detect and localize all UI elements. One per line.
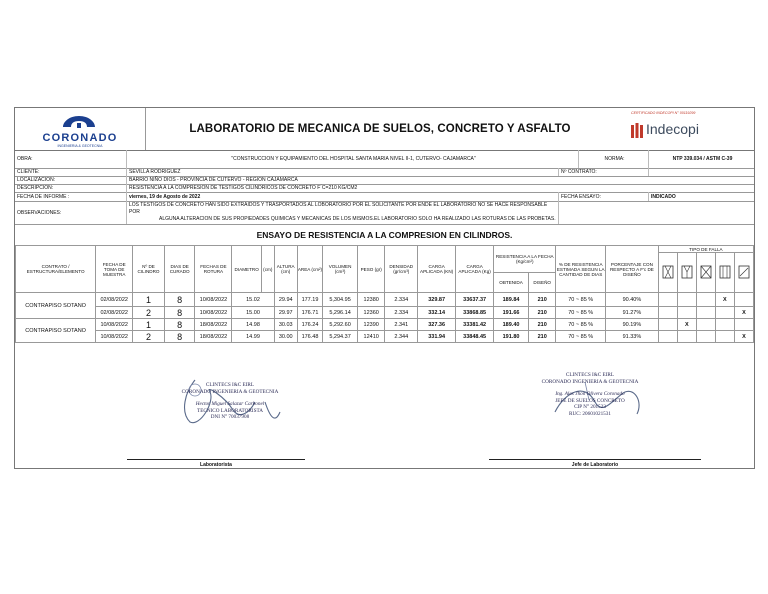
cell-carga-kn: 331.94 (418, 331, 456, 343)
localizacion-label: LOCALIZACION: (15, 176, 127, 184)
left-signature-label: Laboratorista (200, 462, 232, 468)
left-signature-line (127, 459, 305, 460)
col-pct-respecto: PORCENTAJE CON RESPECTO A F'c DE DISEÑO (606, 246, 659, 293)
left-stamp-line-1: CLINTECS I&C EIRL (205, 382, 255, 388)
cell-altura: 29.94 (274, 293, 297, 307)
cell-fecha-rotura: 18/08/2022 (195, 319, 232, 331)
left-stamp-line-2: CORONADO INGENIERIA & GEOTECNIA (181, 388, 279, 395)
cell-carga-kg: 33868.85 (456, 307, 494, 319)
cell-carga-kn: 332.14 (418, 307, 456, 319)
cell-falla-empty (715, 319, 734, 331)
norma-label: NORMA: (579, 150, 649, 168)
indecopi-name: Indecopi (646, 121, 699, 137)
right-stamp-line-2: CORONADO INGENIERIA & GEOTECNIA (541, 378, 639, 385)
cell-volumen: 5,304.95 (323, 293, 358, 307)
right-signature-label: Jefe de Laboratorio (571, 462, 619, 468)
cell-obtenida: 189.84 (494, 293, 529, 307)
left-signature (145, 368, 315, 438)
col-n-cilindro: Nº DE CILINDRO (133, 246, 165, 293)
col-altura: ALTURA (cm) (274, 246, 297, 293)
left-stamp-line-5: DNI N° 70037908 (210, 414, 250, 420)
table-header-row-1 (16, 246, 754, 253)
col-resistencia: RESISTENCIA A LA FECHA (Kg/cm²) (494, 246, 556, 273)
cell-falla-empty (715, 331, 734, 343)
col-dias-curado: DIAS DE CURADO (164, 246, 195, 293)
coronado-emblem-icon (59, 114, 99, 132)
company-logo (15, 108, 146, 150)
cell-pct-estimada: 70 ~ 85 % (556, 293, 606, 307)
fecha-informe-value: viernes, 19 de Agosto de 2022 (127, 192, 559, 201)
right-signature-line (489, 459, 701, 460)
contrato-label: Nº CONTRATO: (559, 168, 649, 176)
cell-densidad: 2.341 (385, 319, 418, 331)
observaciones-line-1: LOS TESTIGOS DE CONCRETO HAN SIDO EXTRAIDOS Y TRASPORTADOS AL LOBORATORIO POR EL SOLICITANTE POR ENDE EL LABORATORIO NO SE HACE RESPONSABLE POR (129, 202, 548, 215)
col-area: AREA (cm²) (297, 246, 322, 293)
cell-area: 176.24 (297, 319, 322, 331)
falla-type-3-icon (696, 253, 715, 293)
cell-fecha-toma: 10/08/2022 (96, 319, 133, 331)
norma-value: NTP 339.034 / ASTM C-39 (672, 156, 733, 162)
cell-peso: 12360 (357, 307, 384, 319)
cell-diametro: 15.00 (232, 307, 274, 319)
cell-falla-empty (696, 293, 715, 307)
localizacion-value: BARRIO NIÑO DIOS - PROVINCIA DE CUTERVO - REGION CAJAMARCA (129, 177, 298, 183)
cell-carga-kg: 33637.37 (456, 293, 494, 307)
cell-area: 176.48 (297, 331, 322, 343)
cell-volumen: 5,292.60 (323, 319, 358, 331)
descripcion-label: DESCRIPCION: (15, 184, 127, 192)
cell-altura: 30.03 (274, 319, 297, 331)
cell-densidad: 2.334 (385, 293, 418, 307)
cliente-label: CLIENTE: (15, 168, 127, 176)
cell-densidad: 2.344 (385, 331, 418, 343)
col-fecha-toma: FECHA DE TOMA DE MUESTRA (96, 246, 133, 293)
col-carga-kg: CARGA APLICADA (Kg) (456, 246, 494, 293)
cell-fecha-rotura: 10/08/2022 (195, 293, 232, 307)
fecha-informe-label: FECHA DE INFORME : (15, 192, 127, 201)
cell-diametro: 15.02 (232, 293, 274, 307)
observaciones-label: OBSERVACIONES: (15, 201, 127, 224)
obra-label: OBRA: (15, 150, 127, 168)
cell-carga-kg: 33381.42 (456, 319, 494, 331)
fecha-ensayo-label: FECHA ENSAYO: (559, 192, 649, 201)
col-volumen: VOLUMEN (cm³) (323, 246, 358, 293)
col-diseno: DISEÑO (528, 273, 555, 293)
falla-type-1-icon (658, 253, 677, 293)
cell-estructura: CONTRAPISO SOTANO (16, 293, 96, 319)
section-title: ENSAYO DE RESISTENCIA A LA COMPRESION EN CILINDROS. (15, 225, 754, 246)
cell-pct-estimada: 70 ~ 85 % (556, 331, 606, 343)
cell-falla-empty (696, 307, 715, 319)
lab-title: LABORATORIO DE MECANICA DE SUELOS, CONCRETO Y ASFALTO (189, 123, 571, 135)
observaciones-row (15, 201, 754, 225)
cell-obtenida: 191.66 (494, 307, 529, 319)
table-row (16, 319, 754, 331)
col-pct-estimada: % DE RESISTENCIA ESTIMADA SEGUN LA CANTIDAD DE DIAS (556, 246, 606, 293)
cell-pct-respecto: 90.40% (606, 293, 659, 307)
cell-obtenida: 189.40 (494, 319, 529, 331)
cell-falla-empty (696, 331, 715, 343)
cell-fecha-rotura: 18/08/2022 (195, 331, 232, 343)
right-stamp-line-1: CLINTECS I&C EIRL (565, 372, 615, 378)
cell-carga-kn: 327.36 (418, 319, 456, 331)
obra-row (15, 150, 754, 169)
cell-falla-mark: X (677, 319, 696, 331)
cell-densidad: 2.334 (385, 307, 418, 319)
table-row (16, 293, 754, 307)
table-row (16, 331, 754, 343)
cell-n-cilindro: 1 (133, 293, 165, 307)
cell-falla-empty (658, 307, 677, 319)
cell-fecha-toma: 02/08/2022 (96, 307, 133, 319)
obra-value: "CONSTRUCCION Y EQUIPAMIENTO DEL HOSPITAL SANTA MARIA NIVEL II-1, CUTERVO- CAJAMARCA" (127, 150, 579, 168)
col-diametro: DIAMETRO (232, 246, 262, 293)
indecopi-block (615, 108, 754, 150)
falla-type-4-icon (715, 253, 734, 293)
falla-type-5-icon (734, 253, 753, 293)
cell-pct-respecto: 91.33% (606, 331, 659, 343)
cell-diametro: 14.98 (232, 319, 274, 331)
fecha-ensayo-value: INDICADO (651, 193, 676, 200)
left-stamp-text (165, 382, 295, 421)
cell-carga-kg: 33848.45 (456, 331, 494, 343)
right-stamp-line-5: CIP N° 201523 (574, 404, 606, 410)
cell-dias-curado: 8 (164, 319, 195, 331)
cell-falla-empty (658, 331, 677, 343)
right-stamp-line-6: RUC: 20601021531 (569, 410, 611, 417)
cell-dias-curado: 8 (164, 331, 195, 343)
cell-n-cilindro: 2 (133, 331, 165, 343)
right-stamp-line-3: Ing. Alex Jhon Olivera Coronado (555, 391, 625, 397)
cell-area: 177.19 (297, 293, 322, 307)
right-signature (505, 364, 675, 444)
indecopi-logo-icon (631, 123, 643, 138)
cell-peso: 12390 (357, 319, 384, 331)
cell-pct-respecto: 91.27% (606, 307, 659, 319)
left-stamp-line-3: Hector Miguel Salazar Carbonel (195, 401, 265, 407)
cell-fecha-rotura: 10/08/2022 (195, 307, 232, 319)
compression-results-table (15, 245, 754, 343)
company-tagline: INGENIERIA & GEOTECNIA (57, 144, 103, 148)
cell-volumen: 5,294.37 (323, 331, 358, 343)
descripcion-value: RESISTENCIA A LA COMPRESION DE TESTIGOS CILINDRICOS DE CONCRETO F´C=210 KG/CM2 (129, 185, 358, 191)
cell-falla-empty (658, 319, 677, 331)
cell-falla-empty (734, 293, 753, 307)
contrato-value (649, 168, 754, 176)
cell-diametro: 14.99 (232, 331, 274, 343)
cell-falla-mark: X (715, 293, 734, 307)
observaciones-value (127, 201, 559, 224)
cell-area: 176.71 (297, 307, 322, 319)
cell-falla-empty (677, 331, 696, 343)
company-name: CORONADO (42, 132, 118, 144)
cell-carga-kn: 329.87 (418, 293, 456, 307)
cell-diseno: 210 (528, 319, 555, 331)
cell-falla-empty (677, 307, 696, 319)
observaciones-blank (559, 201, 754, 224)
col-carga-kn: CARGA APLICADA (KN) (418, 246, 456, 293)
col-tipo-falla: TIPO DE FALLA (658, 246, 753, 253)
cell-peso: 12380 (357, 293, 384, 307)
col-peso: PESO (gr) (357, 246, 384, 293)
cell-dias-curado: 8 (164, 293, 195, 307)
cell-falla-mark: X (734, 307, 753, 319)
table-row (16, 307, 754, 319)
falla-type-2-icon (677, 253, 696, 293)
col-fecha-rotura: FECHAS DE ROTURA (195, 246, 232, 293)
cell-altura: 29.97 (274, 307, 297, 319)
cell-diseno: 210 (528, 331, 555, 343)
cell-fecha-toma: 10/08/2022 (96, 331, 133, 343)
cell-n-cilindro: 2 (133, 307, 165, 319)
certificate-number: CERTIFICADO INDECOPI N° 00119299 (631, 111, 696, 115)
col-obtenida: OBTENIDA (494, 273, 529, 293)
right-stamp-text (525, 372, 655, 417)
observaciones-line-2: ALGUNA ALTERACION DE SUS PROPIEDADES QUIMICAS Y MECANICAS DE LOS MISMOS.EL LABORATORIO SOLO HA REALIZADO LAS ROTURAS DE LAS PROBETAS. (159, 216, 556, 222)
col-densidad: DENSIDAD (gr/cm³) (385, 246, 418, 293)
left-stamp-line-4: TECNICO LABORATORISTA (197, 407, 263, 414)
report-header (15, 108, 754, 151)
report-sheet (14, 107, 755, 469)
cell-falla-empty (734, 319, 753, 331)
cell-falla-empty (696, 319, 715, 331)
cell-falla-mark: X (734, 331, 753, 343)
cell-diseno: 210 (528, 307, 555, 319)
cell-falla-empty (658, 293, 677, 307)
col-cm: (cm) (261, 246, 274, 293)
cell-pct-respecto: 90.19% (606, 319, 659, 331)
cell-obtenida: 191.80 (494, 331, 529, 343)
cell-volumen: 5,296.14 (323, 307, 358, 319)
table-body (16, 293, 754, 343)
cell-estructura: CONTRAPISO SOTANO (16, 319, 96, 343)
cell-peso: 12410 (357, 331, 384, 343)
col-contrato: CONTRATO / ESTRUCTURA/ELEMENTO (16, 246, 96, 293)
cell-fecha-toma: 02/08/2022 (96, 293, 133, 307)
cell-n-cilindro: 1 (133, 319, 165, 331)
cell-falla-empty (715, 307, 734, 319)
cell-diseno: 210 (528, 293, 555, 307)
cell-dias-curado: 8 (164, 307, 195, 319)
cell-pct-estimada: 70 ~ 85 % (556, 307, 606, 319)
cliente-value: SEVILLA RODRIGUEZ (127, 168, 559, 176)
right-stamp-line-4: JEFE DE SUELOS CONCRETO (555, 397, 625, 404)
cell-altura: 30.00 (274, 331, 297, 343)
cell-falla-empty (677, 293, 696, 307)
cell-pct-estimada: 70 ~ 85 % (556, 319, 606, 331)
